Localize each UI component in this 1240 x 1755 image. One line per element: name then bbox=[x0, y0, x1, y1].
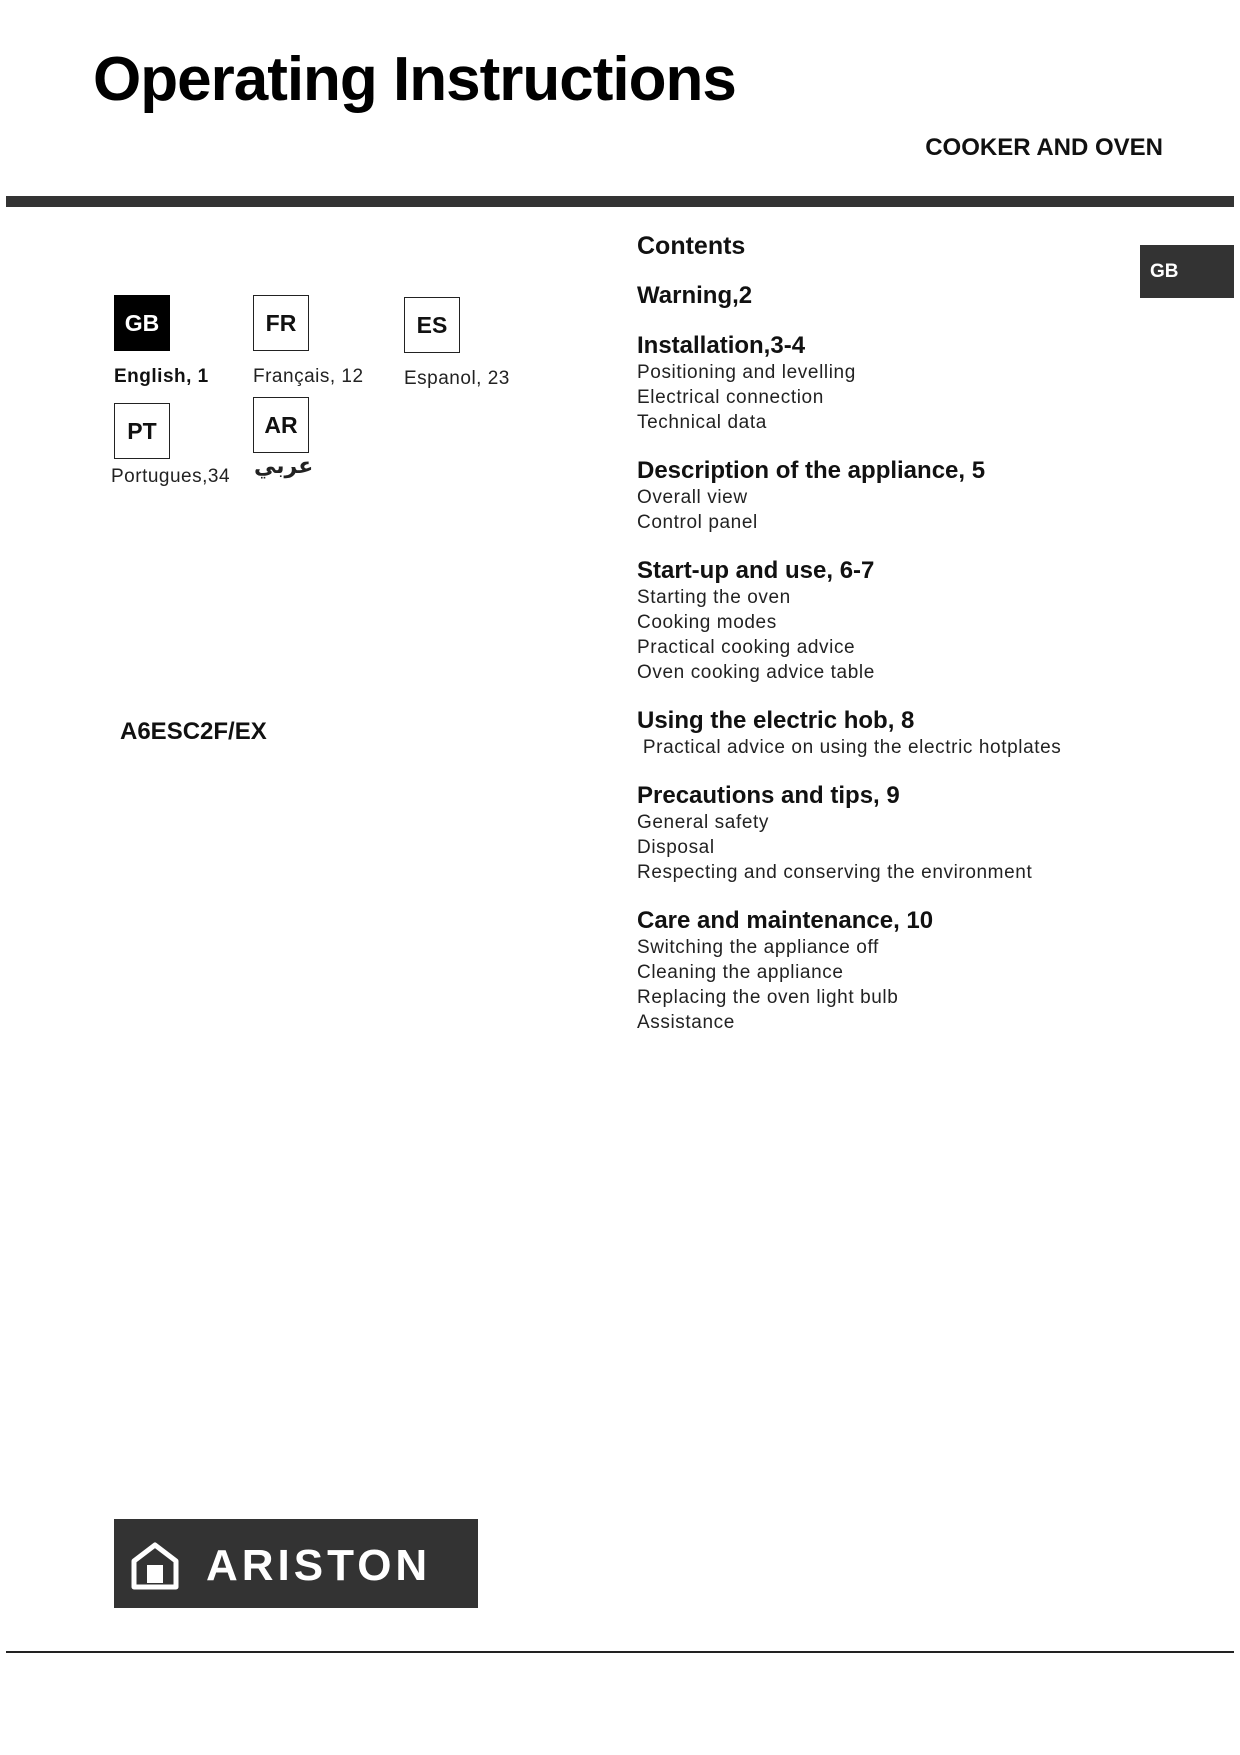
toc-item: Control panel bbox=[637, 512, 758, 533]
toc-section-startup bbox=[637, 557, 1117, 685]
toc-item: General safety bbox=[637, 812, 769, 833]
toc-heading: Installation,3-4 bbox=[637, 332, 806, 359]
language-code-fr: FR bbox=[253, 295, 309, 351]
toc-section-precautions bbox=[637, 782, 1117, 885]
toc-section-installation bbox=[637, 332, 1117, 435]
toc-section-description bbox=[637, 457, 1117, 535]
house-icon bbox=[130, 1541, 180, 1591]
table-of-contents bbox=[637, 232, 1117, 1057]
document-title: Operating Instructions bbox=[93, 45, 736, 114]
toc-item: Assistance bbox=[637, 1012, 735, 1033]
toc-item: Overall view bbox=[637, 487, 748, 508]
language-tab-gb: GB bbox=[1140, 245, 1234, 298]
toc-item: Oven cooking advice table bbox=[637, 662, 875, 683]
toc-item: Respecting and conserving the environment bbox=[637, 862, 1033, 883]
toc-item: Disposal bbox=[637, 837, 715, 858]
language-fr bbox=[253, 295, 309, 351]
contents-title: Contents bbox=[637, 232, 746, 260]
bottom-divider bbox=[6, 1651, 1234, 1653]
toc-section-warning bbox=[637, 282, 1117, 310]
toc-item: Practical cooking advice bbox=[637, 637, 856, 658]
document-subtitle: COOKER AND OVEN bbox=[925, 134, 1163, 161]
toc-item: Electrical connection bbox=[637, 387, 824, 408]
toc-heading: Care and maintenance, 10 bbox=[637, 907, 934, 934]
toc-item: Practical advice on using the electric hotplates bbox=[637, 737, 1062, 758]
language-label-pt: Portugues,34 bbox=[111, 466, 231, 487]
toc-heading: Start-up and use, 6-7 bbox=[637, 557, 875, 584]
language-ar bbox=[253, 397, 309, 453]
ariston-logo bbox=[114, 1519, 478, 1608]
toc-section-care bbox=[637, 907, 1117, 1035]
language-label-gb: English, 1 bbox=[114, 366, 209, 387]
language-label-ar: عربي bbox=[254, 453, 314, 478]
language-code-es: ES bbox=[404, 297, 460, 353]
toc-heading: Precautions and tips, 9 bbox=[637, 782, 900, 809]
toc-item: Technical data bbox=[637, 412, 767, 433]
toc-item: Switching the appliance off bbox=[637, 937, 879, 958]
toc-heading: Using the electric hob, 8 bbox=[637, 707, 915, 734]
language-label-es: Espanol, 23 bbox=[404, 368, 510, 389]
language-code-ar: AR bbox=[253, 397, 309, 453]
language-es bbox=[404, 297, 460, 353]
language-code-gb: GB bbox=[114, 295, 170, 351]
toc-heading: Warning,2 bbox=[637, 282, 753, 309]
toc-item: Cleaning the appliance bbox=[637, 962, 844, 983]
language-label-fr: Français, 12 bbox=[253, 366, 364, 387]
top-divider bbox=[6, 196, 1234, 207]
toc-item: Starting the oven bbox=[637, 587, 791, 608]
toc-item: Positioning and levelling bbox=[637, 362, 856, 383]
brand-name: ARISTON bbox=[206, 1541, 432, 1590]
toc-heading: Description of the appliance, 5 bbox=[637, 457, 986, 484]
toc-item: Replacing the oven light bulb bbox=[637, 987, 899, 1008]
language-code-pt: PT bbox=[114, 403, 170, 459]
toc-item: Cooking modes bbox=[637, 612, 777, 633]
language-pt bbox=[114, 403, 170, 459]
language-gb bbox=[114, 295, 170, 351]
model-number: A6ESC2F/EX bbox=[120, 718, 267, 745]
toc-section-hob bbox=[637, 707, 1117, 760]
